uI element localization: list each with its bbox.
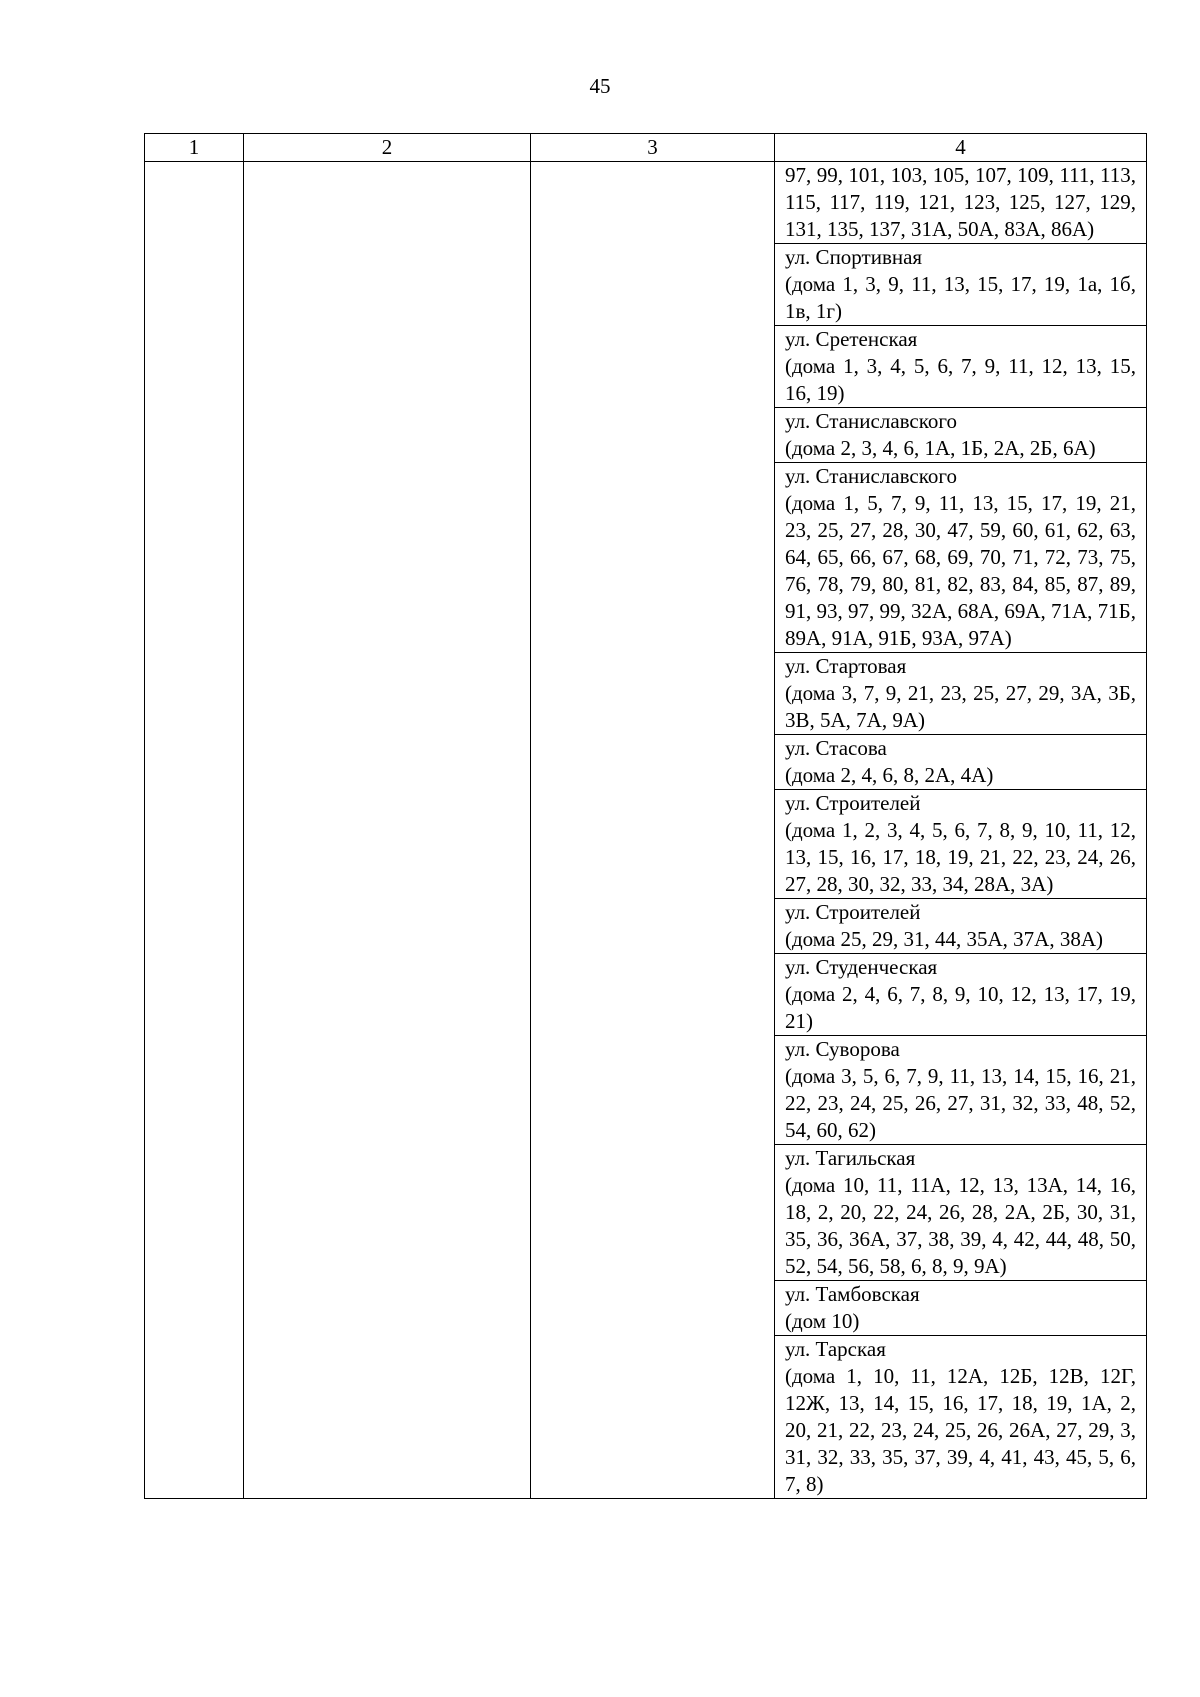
street-name: ул. Стасова	[785, 736, 887, 760]
street-name: ул. Станиславского	[785, 464, 957, 488]
street-entry-cell	[775, 463, 1147, 653]
house-numbers: (дома 10, 11, 11А, 12, 13, 13А, 14, 16, 18, 2, 20, 22, 24, 26, 28, 2А, 2Б, 30, 31, 35, 36, 36А, 37, 38, 39, 4, 42, 44, 48, 50, 52, 54, 56, 58, 6, 8, 9, 9А)	[785, 1173, 1136, 1278]
street-name: ул. Тарская	[785, 1337, 886, 1361]
street-entry-cell	[775, 954, 1147, 1036]
house-numbers: (дома 2, 4, 6, 8, 2А, 4А)	[785, 763, 994, 787]
street-name: ул. Стартовая	[785, 654, 907, 678]
street-entry-cell	[775, 653, 1147, 735]
street-name: ул. Студенческая	[785, 955, 938, 979]
street-name: ул. Тагильская	[785, 1146, 916, 1170]
street-name: ул. Станиславского	[785, 409, 957, 433]
street-entry-cell	[775, 244, 1147, 326]
table-row	[145, 162, 1147, 244]
house-numbers: (дома 2, 4, 6, 7, 8, 9, 10, 12, 13, 17, 19, 21)	[785, 982, 1136, 1033]
column-3-cell	[531, 162, 775, 1499]
house-numbers: (дома 3, 5, 6, 7, 9, 11, 13, 14, 15, 16, 21, 22, 23, 24, 25, 26, 27, 31, 32, 33, 48, 52, 54, 60, 62)	[785, 1064, 1136, 1142]
house-numbers: (дома 25, 29, 31, 44, 35А, 37А, 38А)	[785, 927, 1103, 951]
house-numbers: (дома 3, 7, 9, 21, 23, 25, 27, 29, 3А, 3Б, 3В, 5А, 7А, 9А)	[785, 681, 1136, 732]
street-name: ул. Строителей	[785, 791, 921, 815]
house-numbers: (дома 1, 3, 4, 5, 6, 7, 9, 11, 12, 13, 15, 16, 19)	[785, 354, 1136, 405]
addresses-table	[144, 133, 1147, 1499]
street-entry-cell	[775, 408, 1147, 463]
continued-houses-text: 97, 99, 101, 103, 105, 107, 109, 111, 113, 115, 117, 119, 121, 123, 125, 127, 129, 131, 135, 137, 31А, 50А, 83А, 86А)	[785, 163, 1136, 241]
page-number: 45	[589, 74, 611, 98]
street-entry-cell	[775, 1145, 1147, 1281]
street-name: ул. Сретенская	[785, 327, 918, 351]
column-header-1: 1	[145, 134, 244, 162]
house-numbers: (дома 1, 10, 11, 12А, 12Б, 12В, 12Г, 12Ж, 13, 14, 15, 16, 17, 18, 19, 1А, 2, 20, 21, 22, 23, 24, 25, 26, 26А, 27, 29, 3, 31, 32, 33, 35, 37, 39, 4, 41, 43, 45, 5, 6, 7, 8)	[785, 1364, 1136, 1496]
column-2-cell	[244, 162, 531, 1499]
house-numbers: (дома 1, 5, 7, 9, 11, 13, 15, 17, 19, 21, 23, 25, 27, 28, 30, 47, 59, 60, 61, 62, 63, 64, 65, 66, 67, 68, 69, 70, 71, 72, 73, 75, 76, 78, 79, 80, 81, 82, 83, 84, 85, 87, 89, 91, 93, 97, 99, 32А, 68А, 69А, 71А, 71Б, 89А, 91А, 91Б, 93А, 97А)	[785, 491, 1136, 650]
street-name: ул. Суворова	[785, 1037, 900, 1061]
street-name: ул. Спортивная	[785, 245, 923, 269]
house-numbers: (дома 1, 3, 9, 11, 13, 15, 17, 19, 1а, 1б, 1в, 1г)	[785, 272, 1136, 323]
street-entry-cell	[775, 790, 1147, 899]
house-numbers: (дома 1, 2, 3, 4, 5, 6, 7, 8, 9, 10, 11, 12, 13, 15, 16, 17, 18, 19, 21, 22, 23, 24, 26, 27, 28, 30, 32, 33, 34, 28А, 3А)	[785, 818, 1136, 896]
street-entry-cell	[775, 1036, 1147, 1145]
house-numbers: (дома 2, 3, 4, 6, 1А, 1Б, 2А, 2Б, 6А)	[785, 436, 1096, 460]
street-name: ул. Тамбовская	[785, 1282, 920, 1306]
street-entry-cell	[775, 899, 1147, 954]
street-entry-cell	[775, 326, 1147, 408]
street-entry-cell	[775, 1336, 1147, 1499]
street-name: ул. Строителей	[785, 900, 921, 924]
street-entry-cell	[775, 1281, 1147, 1336]
table-body	[145, 162, 1147, 1499]
column-header-4: 4	[775, 134, 1147, 162]
column-header-3: 3	[531, 134, 775, 162]
column-header-2: 2	[244, 134, 531, 162]
table-header-row	[145, 134, 1147, 162]
column-1-cell	[145, 162, 244, 1499]
continued-houses-cell	[775, 162, 1147, 244]
house-numbers: (дом 10)	[785, 1309, 860, 1333]
street-entry-cell	[775, 735, 1147, 790]
